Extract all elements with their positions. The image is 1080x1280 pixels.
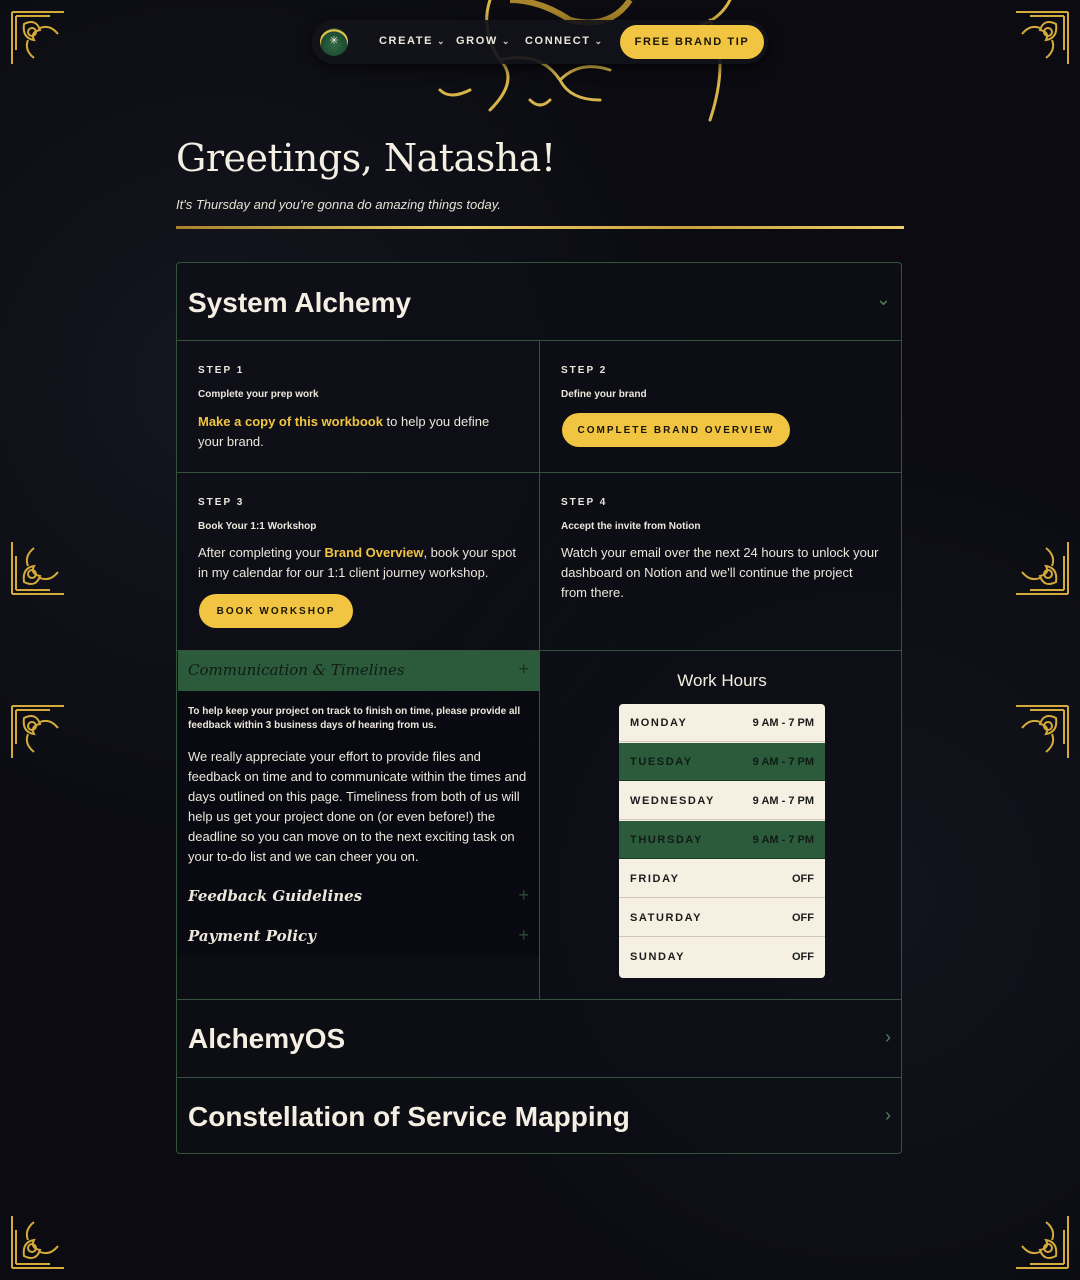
- corner-flourish-icon: [1014, 1214, 1070, 1270]
- chevron-right-icon[interactable]: ›: [885, 1027, 891, 1047]
- divider: [177, 999, 901, 1000]
- communication-timelines-accordion[interactable]: [178, 651, 539, 691]
- greeting-subline: It's Thursday and you're gonna do amazing things today.: [176, 197, 501, 212]
- step-4-text: Watch your email over the next 24 hours to unlock your dashboard on Notion and we'll continue the project from there.: [561, 545, 879, 600]
- work-hours-row: [619, 704, 825, 742]
- step-2-label: STEP 2: [561, 365, 608, 376]
- day-label: FRIDAY: [630, 873, 680, 885]
- corner-flourish-icon: [10, 1214, 66, 1270]
- chevron-down-icon: ⌄: [501, 36, 511, 46]
- step-3-text: [198, 543, 518, 583]
- work-hours-row: [619, 899, 825, 937]
- nav-grow[interactable]: [456, 35, 511, 47]
- step-3-subtitle: Book Your 1:1 Workshop: [198, 521, 317, 532]
- accordion-paragraph: We really appreciate your effort to provide files and feedback on time and to communicate within the times and days outlined on this page. Timeliness from both of us will help us get your project done on (or even before!) the deadline so you can move on to the next exciting task on your to-do list and we can cheer you on.: [188, 749, 527, 864]
- step-1-text-after: to help you define your brand.: [198, 414, 490, 449]
- chevron-down-icon[interactable]: ⌄: [875, 289, 891, 309]
- work-hours-row: [619, 743, 825, 781]
- chevron-down-icon: ⌄: [594, 36, 604, 46]
- time-value: 9 AM - 7 PM: [752, 717, 814, 729]
- alchemyos-title[interactable]: AlchemyOS: [188, 1023, 346, 1054]
- corner-flourish-icon: [1014, 10, 1070, 66]
- day-label: SUNDAY: [630, 951, 686, 963]
- corner-flourish-icon: [10, 10, 66, 66]
- chevron-right-icon[interactable]: ›: [885, 1105, 891, 1125]
- divider: [177, 1077, 901, 1078]
- time-value: 9 AM - 7 PM: [752, 834, 814, 846]
- corner-flourish-icon: [1014, 540, 1070, 596]
- nav-connect-label: CONNECT: [525, 35, 591, 47]
- step-2-subtitle: Define your brand: [561, 389, 647, 400]
- step-3-text-after: , book your spot in my calendar for our 1:1 client journey workshop.: [198, 545, 516, 580]
- time-value: OFF: [792, 951, 814, 963]
- day-label: WEDNESDAY: [630, 795, 715, 807]
- corner-flourish-icon: [10, 704, 66, 760]
- corner-flourish-icon: [1014, 704, 1070, 760]
- divider: [539, 341, 540, 999]
- accordion-title: Communication & Timelines: [188, 661, 405, 679]
- system-alchemy-title: System Alchemy: [188, 287, 412, 318]
- accordion-note: To help keep your project on track to finish on time, please provide all feedback within 3 business days of hearing from us.: [188, 706, 521, 731]
- feedback-guidelines-toggle[interactable]: Feedback Guidelines: [188, 887, 363, 905]
- workbook-link[interactable]: Make a copy of this workbook: [198, 414, 383, 429]
- day-label: MONDAY: [630, 717, 688, 729]
- corner-flourish-icon: [10, 540, 66, 596]
- time-value: OFF: [792, 873, 814, 885]
- complete-brand-overview-button[interactable]: COMPLETE BRAND OVERVIEW: [562, 413, 790, 447]
- step-4-subtitle: Accept the invite from Notion: [561, 521, 701, 532]
- divider: [177, 472, 901, 473]
- step-3-text-before: After completing your: [198, 545, 325, 560]
- plus-icon[interactable]: +: [518, 885, 529, 905]
- nav-create[interactable]: [379, 35, 446, 47]
- nav-connect[interactable]: [525, 35, 604, 47]
- work-hours-row: [619, 821, 825, 859]
- step-1-text: [198, 412, 518, 452]
- free-brand-tip-button[interactable]: FREE BRAND TIP: [620, 25, 764, 59]
- step-1-label: STEP 1: [198, 365, 245, 376]
- top-nav: [312, 20, 768, 64]
- time-value: OFF: [792, 912, 814, 924]
- step-1-subtitle: Complete your prep work: [198, 389, 319, 400]
- time-value: 9 AM - 7 PM: [752, 756, 814, 768]
- work-hours-table: [619, 704, 825, 978]
- sections-card: [176, 262, 902, 1154]
- time-value: 9 AM - 7 PM: [752, 795, 814, 807]
- work-hours-row: [619, 938, 825, 976]
- chevron-down-icon: ⌄: [437, 36, 447, 46]
- star-icon: ✳: [329, 35, 339, 47]
- accordion-body: [178, 691, 539, 955]
- plus-icon[interactable]: +: [518, 925, 529, 945]
- day-label: SATURDAY: [630, 912, 703, 924]
- work-hours-title: Work Hours: [677, 671, 767, 690]
- nav-create-label: CREATE: [379, 35, 434, 47]
- gold-divider: [176, 226, 904, 229]
- plus-icon: +: [518, 659, 529, 679]
- work-hours-row: [619, 782, 825, 820]
- brand-overview-link[interactable]: Brand Overview: [324, 545, 424, 560]
- payment-policy-toggle[interactable]: Payment Policy: [188, 927, 316, 945]
- nav-grow-label: GROW: [456, 35, 498, 47]
- work-hours-row: [619, 860, 825, 898]
- book-workshop-button[interactable]: BOOK WORKSHOP: [199, 594, 353, 628]
- step-3-label: STEP 3: [198, 497, 245, 508]
- day-label: TUESDAY: [630, 756, 693, 768]
- day-label: THURSDAY: [630, 834, 703, 846]
- step-4-label: STEP 4: [561, 497, 608, 508]
- constellation-title[interactable]: Constellation of Service Mapping: [188, 1101, 630, 1132]
- page-title: Greetings, Natasha!: [176, 136, 556, 180]
